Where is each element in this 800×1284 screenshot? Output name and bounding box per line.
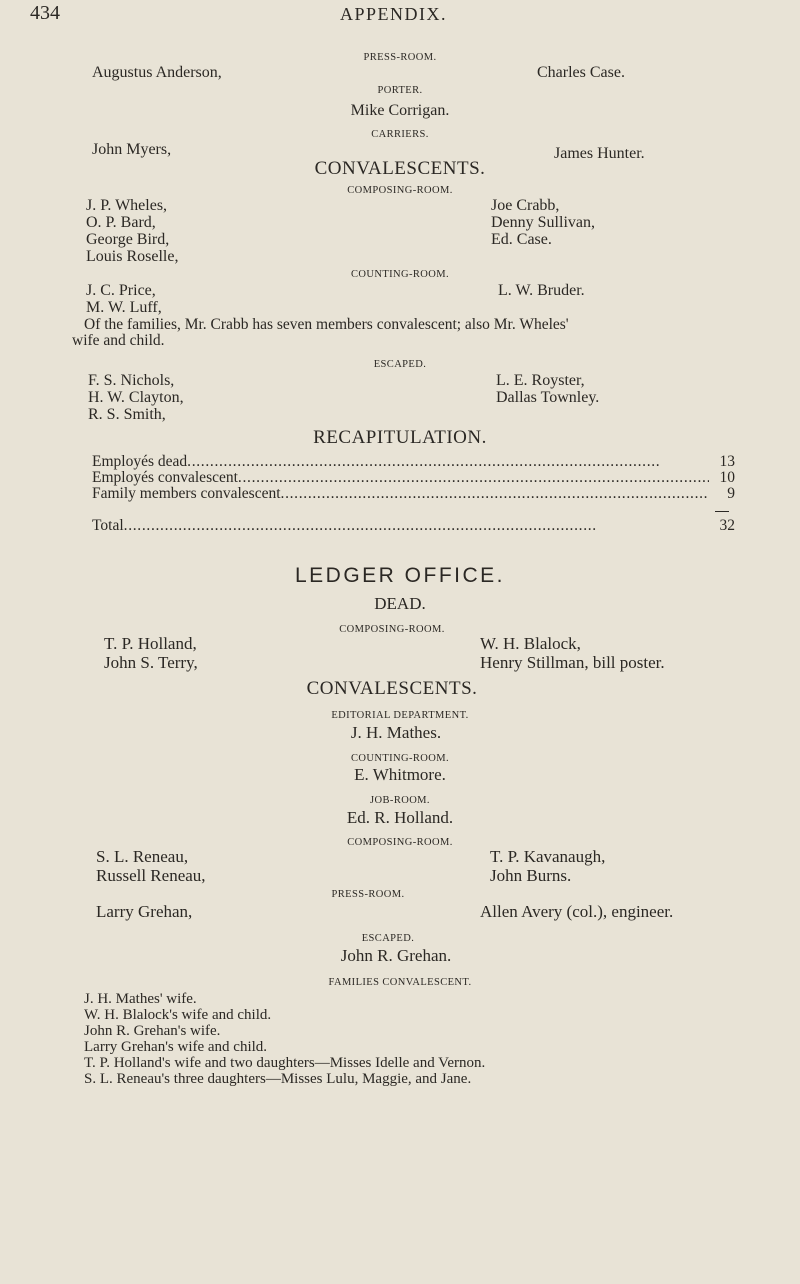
- page-number: 434: [30, 2, 60, 24]
- note-line-1: Of the families, Mr. Crabb has seven members convalescent; also Mr. Wheles': [84, 316, 569, 333]
- recap-row: [92, 485, 735, 503]
- list-item: M. W. Luff,: [86, 299, 162, 316]
- list-item: John Burns.: [490, 866, 572, 885]
- recap-value: 13: [719, 453, 735, 470]
- families-note: [72, 316, 800, 349]
- list-item: J. P. Wheles,: [86, 197, 168, 214]
- list-item: S. L. Reneau,: [96, 847, 189, 866]
- ledger-press-right: Allen Avery (col.), engineer.: [480, 902, 674, 921]
- dead-left-list: [104, 634, 198, 672]
- dead-heading: DEAD.: [374, 594, 426, 613]
- families-list: [84, 991, 485, 1087]
- list-item: J. H. Mathes' wife.: [84, 991, 197, 1007]
- job-room-name: Ed. R. Holland.: [346, 808, 454, 827]
- list-item: H. W. Clayton,: [88, 389, 184, 406]
- list-item: Ed. Case.: [491, 231, 552, 248]
- press-room-heading: PRESS-ROOM.: [363, 52, 437, 63]
- escaped-heading: ESCAPED.: [373, 359, 427, 370]
- list-item: Joe Crabb,: [491, 197, 560, 214]
- recap-label: Employés convalescent: [92, 469, 238, 486]
- list-item: George Bird,: [86, 231, 170, 248]
- counting-name: E. Whitmore.: [354, 765, 446, 784]
- list-item: F. S. Nichols,: [88, 372, 175, 389]
- job-room-heading: JOB-ROOM.: [370, 795, 430, 806]
- recap-label: Employés dead: [92, 453, 188, 470]
- list-item: Larry Grehan's wife and child.: [84, 1039, 268, 1055]
- composing-room-heading: COMPOSING-ROOM.: [347, 185, 453, 196]
- press-room-left-2: John Myers,: [92, 141, 172, 158]
- list-item: R. S. Smith,: [88, 406, 166, 423]
- counting-right: L. W. Bruder.: [498, 282, 585, 299]
- ledger-escaped-heading: ESCAPED.: [361, 933, 415, 944]
- list-item: John R. Grehan's wife.: [84, 1023, 221, 1039]
- ledger-escaped-name: John R. Grehan.: [340, 946, 452, 965]
- escaped-right-list: [496, 372, 599, 406]
- recap-total-label: Total: [92, 517, 124, 534]
- composing-right-list: [491, 197, 595, 248]
- dead-right-list: [480, 634, 665, 672]
- list-item: Russell Reneau,: [96, 866, 206, 885]
- list-item: T. P. Kavanaugh,: [490, 847, 606, 866]
- recap-label: Family members convalescent: [92, 485, 281, 502]
- running-title: APPENDIX.: [340, 4, 448, 24]
- dot-leader: [281, 485, 709, 503]
- recap-total-row: [92, 517, 735, 535]
- list-item: John S. Terry,: [104, 653, 198, 672]
- sum-rule: [715, 511, 729, 512]
- ledger-office-title: LEDGER OFFICE.: [294, 564, 506, 587]
- list-item: T. P. Holland,: [104, 634, 197, 653]
- list-item: L. E. Royster,: [496, 372, 585, 389]
- dot-leader: [124, 517, 709, 535]
- ledger-composing-right: [490, 847, 605, 885]
- list-item: Henry Stillman, bill poster.: [480, 653, 665, 672]
- escaped-left-list: [88, 372, 184, 423]
- list-item: W. H. Blalock,: [480, 634, 581, 653]
- list-item: Dallas Townley.: [496, 389, 600, 406]
- list-item: O. P. Bard,: [86, 214, 156, 231]
- press-room-right-2: James Hunter.: [554, 145, 645, 162]
- list-item: J. C. Price,: [86, 282, 156, 299]
- press-room-left-1: Augustus Anderson,: [92, 64, 222, 81]
- counting-left-list: [86, 282, 162, 316]
- porter-name: Mike Corrigan.: [350, 102, 450, 119]
- ledger-press-heading: PRESS-ROOM.: [331, 889, 405, 900]
- ledger-counting-heading: COUNTING-ROOM.: [350, 753, 450, 764]
- families-convalescent-heading: FAMILIES CONVALESCENT.: [328, 977, 472, 988]
- ledger-composing-left: [96, 847, 206, 885]
- porter-heading: PORTER.: [377, 85, 423, 96]
- list-item: S. L. Reneau's three daughters—Misses Lulu, Maggie, and Jane.: [84, 1071, 472, 1087]
- list-item: W. H. Blalock's wife and child.: [84, 1007, 272, 1023]
- press-room-right-1: Charles Case.: [537, 64, 625, 81]
- carriers-heading: CARRIERS.: [371, 129, 429, 140]
- list-item: Denny Sullivan,: [491, 214, 595, 231]
- editorial-heading: EDITORIAL DEPARTMENT.: [331, 710, 469, 721]
- recap-value: 10: [719, 469, 735, 486]
- editorial-name: J. H. Mathes.: [350, 723, 442, 742]
- ledger-dead-composing-heading: COMPOSING-ROOM.: [339, 624, 445, 635]
- composing-left-list: [86, 197, 178, 265]
- recap-total-value: 32: [719, 517, 735, 534]
- note-line-2: wife and child.: [72, 332, 165, 349]
- list-item: T. P. Holland's wife and two daughters—Misses Idelle and Vernon.: [84, 1055, 486, 1071]
- recapitulation-heading: RECAPITULATION.: [313, 427, 487, 448]
- convalescents-heading: CONVALESCENTS.: [314, 158, 486, 179]
- list-item: Louis Roselle,: [86, 248, 179, 265]
- counting-room-heading: COUNTING-ROOM.: [350, 269, 450, 280]
- recap-value: 9: [727, 485, 735, 502]
- ledger-press-left: Larry Grehan,: [96, 902, 193, 921]
- ledger-convalescents-heading: CONVALESCENTS.: [306, 678, 478, 699]
- ledger-composing-heading: COMPOSING-ROOM.: [347, 837, 453, 848]
